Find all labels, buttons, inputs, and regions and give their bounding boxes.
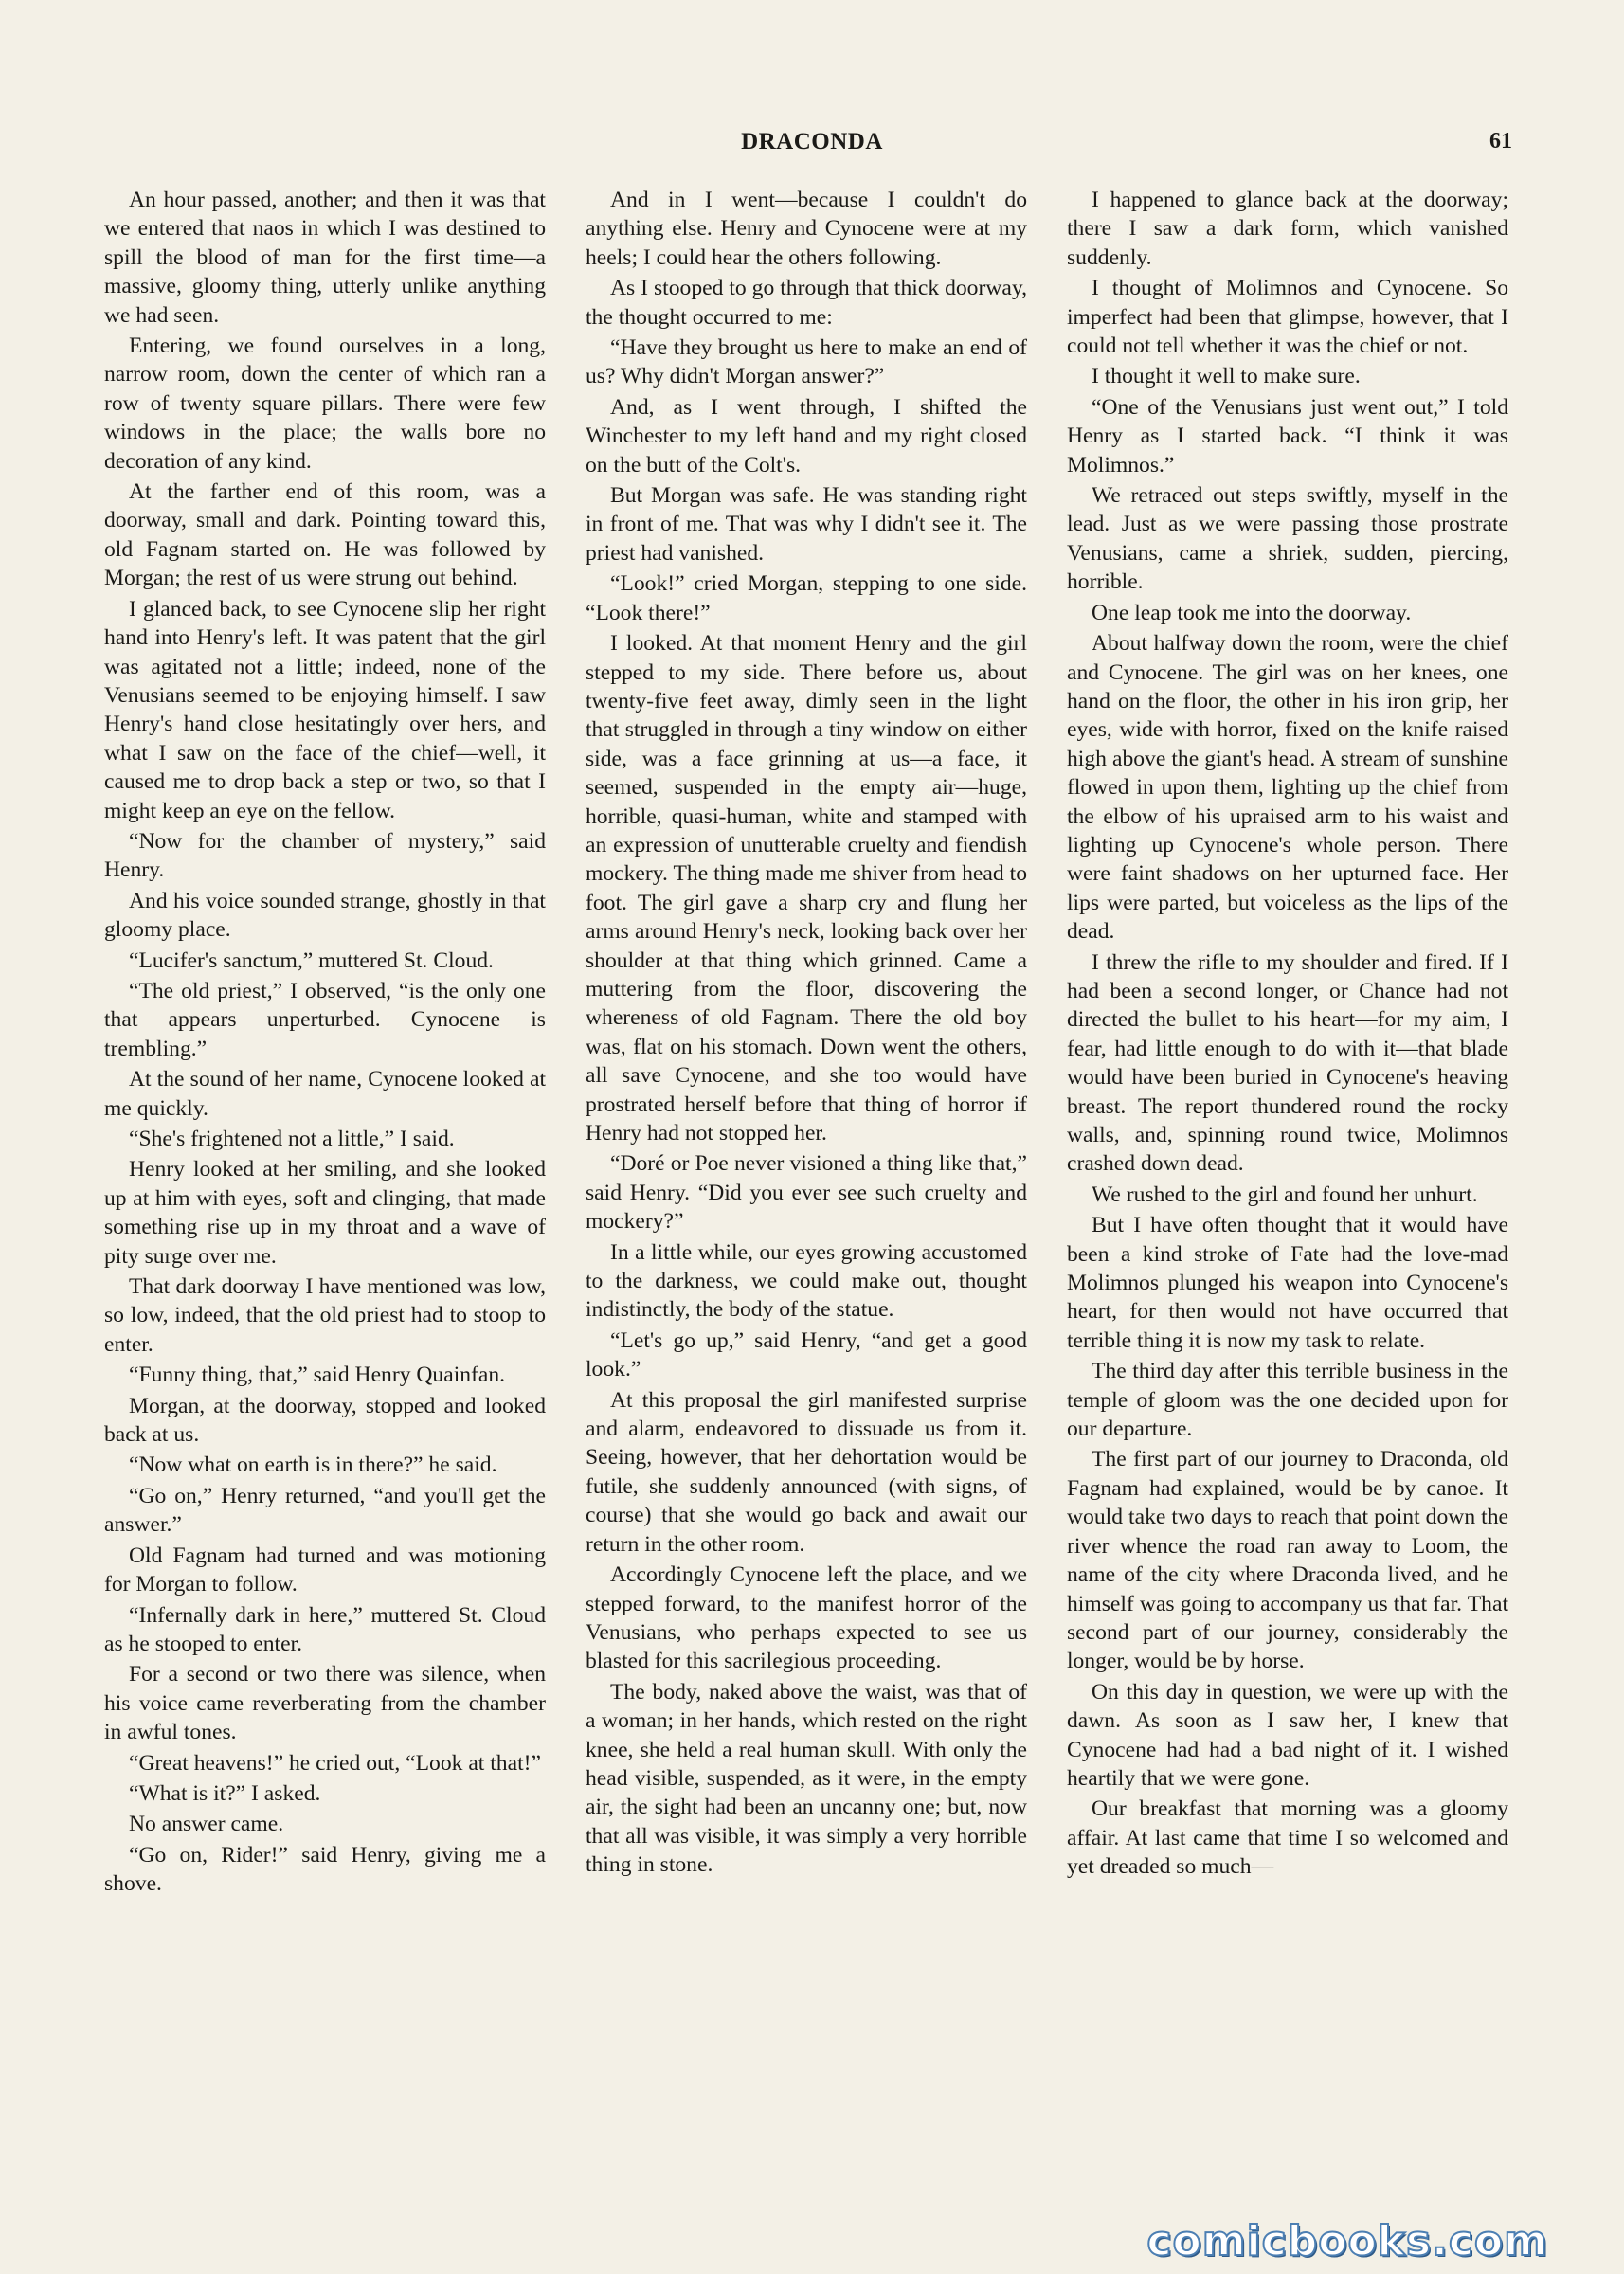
paragraph: Entering, we found ourselves in a long, narrow room, down the center of which ran a row of twenty square pillars. There were few windows in the place; the walls bore no decoration of any kind. [104, 334, 546, 474]
paragraph: About halfway down the room, were the chief and Cynocene. The girl was on her knees, one hand on the floor, the other in his iron grip, her eyes, wide with horror, fixed on the knife raised high above the giant's head. A stream of sunshine flowed in upon them, lighting up the chief from the elbow of his upraised arm to his waist and lighting up Cynocene's whole person. There were faint shadows on her upturned face. Her lips were parted, but voiceless as the lips of the dead. [1067, 631, 1508, 945]
paragraph: Old Fagnam had turned and was motioning for Morgan to follow. [104, 1543, 546, 1597]
paragraph: And in I went—because I couldn't do anything else. Henry and Cynocene were at my heels; I could hear the others following. [586, 188, 1027, 270]
column-1 [104, 186, 546, 2157]
paragraph: I threw the rifle to my shoulder and fired. If I had been a second longer, or Chance had not directed the bullet to his heart—for my aim, I fear, had little enough to do with it—that blade would have been buried in Cynocene's heaving breast. The report thundered round the rocky walls, and, spinning round twice, Molimnos crashed down dead. [1067, 949, 1508, 1177]
paragraph: Morgan, at the doorway, stopped and looked back at us. [104, 1393, 546, 1448]
paragraph: One leap took me into the doorway. [1092, 600, 1412, 625]
paragraph: “Now for the chamber of mystery,” said Henry. [104, 828, 546, 883]
paragraph: No answer came. [129, 1812, 284, 1837]
paragraph: The first part of our journey to Draconda, old Fagnam had explained, would be by canoe. It would take two days to reach that point down the river whence the road ran away to Loom, the name of the city where Draconda lived, and he himself was going to accompany us that far. That second part of our journey, considerably the longer, would be by horse. [1067, 1447, 1508, 1674]
paragraph: “Now what on earth is in there?” he said. [129, 1453, 497, 1478]
paragraph: Our breakfast that morning was a gloomy affair. At last came that time I so welcomed and yet dreaded so much— [1067, 1796, 1508, 1880]
paragraph: “Look!” cried Morgan, stepping to one side. “Look there!” [586, 571, 1027, 625]
paragraph: But Morgan was safe. He was standing right in front of me. That was why I didn't see it. The priest had vanished. [586, 483, 1027, 566]
paragraph: On this day in question, we were up with the dawn. As soon as I saw her, I knew that Cynocene had had a bad night of it. I wished heartily that we were gone. [1067, 1679, 1508, 1791]
paragraph: I glanced back, to see Cynocene slip her right hand into Henry's left. It was patent that the girl was agitated not a little; indeed, none of the Venusians seemed to be enjoying himself. I saw Henry's hand close hesitatingly over hers, and what I saw on the face of the chief—well, it caused me to drop back a step or two, so that I might keep an eye on the fellow. [104, 596, 546, 823]
paragraph: I thought of Molimnos and Cynocene. So imperfect had been that glimpse, however, that I could not tell whether it was the chief or not. [1067, 276, 1508, 359]
paragraph: An hour passed, another; and then it was that we entered that naos in which I was destined to spill the blood of man for the first time—a massive, gloomy thing, utterly unlike anything we had seen. [104, 188, 546, 328]
paragraph: I thought it well to make sure. [1092, 364, 1361, 389]
paragraph: We retraced out steps swiftly, myself in the lead. Just as we were passing those prostrate Venusians, came a shriek, sudden, piercing, horrible. [1067, 483, 1508, 595]
paragraph: “Have they brought us here to make an end of us? Why didn't Morgan answer?” [586, 335, 1027, 389]
article-columns [104, 186, 1508, 2157]
paragraph: “Go on,” Henry returned, “and you'll get the answer.” [104, 1483, 546, 1538]
paragraph: “Great heavens!” he cried out, “Look at that!” [129, 1750, 541, 1776]
paragraph: The body, naked above the waist, was that of a woman; in her hands, which rested on the right knee, she held a real human skull. With only the head visible, suspended, as it were, in the empty air, the sight had been an uncanny one; but, now that all was visible, it was simply a very horrible thing in stone. [586, 1679, 1027, 1878]
paragraph: I looked. At that moment Henry and the girl stepped to my side. There before us, about twenty-five feet away, dimly seen in the light that struggled in through a tiny window on either side, was a face grinning at us—a face, it seemed, suspended in the empty air—huge, horrible, quasi-human, white and stamped with an expression of unutterable cruelty and fiendish mockery. The thing made me shiver from head to foot. The girl gave a sharp cry and flung her arms around Henry's neck, looking back over her shoulder at that thing which grinned. Came a muttering from the floor, discovering the whereness of old Fagnam. There the old boy was, flat on his stomach. Down went the others, all save Cynocene, and she too would have prostrated herself before that thing of horror if Henry had not stopped her. [586, 631, 1027, 1146]
paragraph: “Doré or Poe never visioned a thing like that,” said Henry. “Did you ever see such cruelty and mockery?” [586, 1151, 1027, 1235]
running-title: DRACONDA [741, 129, 883, 154]
paragraph: And his voice sounded strange, ghostly in that gloomy place. [104, 888, 546, 943]
paragraph: For a second or two there was silence, when his voice came reverberating from the chamber in awful tones. [104, 1662, 546, 1745]
site-watermark-logo: comicbooks.com [1146, 2217, 1548, 2265]
paragraph: I happened to glance back at the doorway; there I saw a dark form, which vanished suddenly. [1067, 188, 1508, 270]
paragraph: “Infernally dark in here,” muttered St. Cloud as he stooped to enter. [104, 1602, 546, 1656]
paragraph: “The old priest,” I observed, “is the only one that appears unperturbed. Cynocene is trembling.” [104, 978, 546, 1061]
page-number: 61 [1489, 129, 1512, 153]
column-3 [1067, 186, 1508, 2157]
paragraph: At the sound of her name, Cynocene looked at me quickly. [104, 1067, 546, 1121]
paragraph: At the farther end of this room, was a doorway, small and dark. Pointing toward this, old Fagnam started on. He was followed by Morgan; the rest of us were strung out behind. [104, 479, 546, 591]
paragraph: Accordingly Cynocene left the place, and we stepped forward, to the manifest horror of the Venusians, who perhaps expected to see us blasted for this sacrilegious proceeding. [586, 1562, 1027, 1674]
paragraph: “One of the Venusians just went out,” I told Henry as I started back. “I think it was Molimnos.” [1067, 394, 1508, 478]
paragraph: Henry looked at her smiling, and she looked up at him with eyes, soft and clinging, that made something rise up in my throat and a wave of pity surge over me. [104, 1157, 546, 1269]
page-header [0, 129, 1624, 167]
paragraph: At this proposal the girl manifested surprise and alarm, endeavored to dissuade us from it. Seeing, however, that her dehortation would be futile, she suddenly announced (with signs, of course) that she would go back and await our return in the other room. [586, 1387, 1027, 1557]
paragraph: That dark doorway I have mentioned was low, so low, indeed, that the old priest had to stoop to enter. [104, 1274, 546, 1357]
paragraph: “She's frightened not a little,” I said. [129, 1127, 455, 1151]
paragraph: “Lucifer's sanctum,” muttered St. Cloud. [129, 948, 494, 973]
paragraph: As I stooped to go through that thick doorway, the thought occurred to me: [586, 276, 1027, 330]
paragraph: The third day after this terrible business in the temple of gloom was the one decided upon for our departure. [1067, 1359, 1508, 1442]
paragraph: But I have often thought that it would have been a kind stroke of Fate had the love-mad Molimnos plunged his weapon into Cynocene's heart, for then would not have occurred that terrible thing it is now my task to relate. [1067, 1213, 1508, 1353]
paragraph: In a little while, our eyes growing accustomed to the darkness, we could make out, thought indistinctly, the body of the statue. [586, 1239, 1027, 1323]
paragraph: We rushed to the girl and found her unhurt. [1092, 1182, 1478, 1207]
paragraph: And, as I went through, I shifted the Winchester to my left hand and my right closed on the butt of the Colt's. [586, 394, 1027, 478]
paragraph: “Go on, Rider!” said Henry, giving me a shove. [104, 1842, 546, 1897]
paragraph: “What is it?” I asked. [129, 1780, 321, 1806]
paragraph: “Let's go up,” said Henry, “and get a good look.” [586, 1327, 1027, 1382]
paragraph: “Funny thing, that,” said Henry Quainfan. [129, 1363, 506, 1388]
column-2 [586, 186, 1027, 2157]
